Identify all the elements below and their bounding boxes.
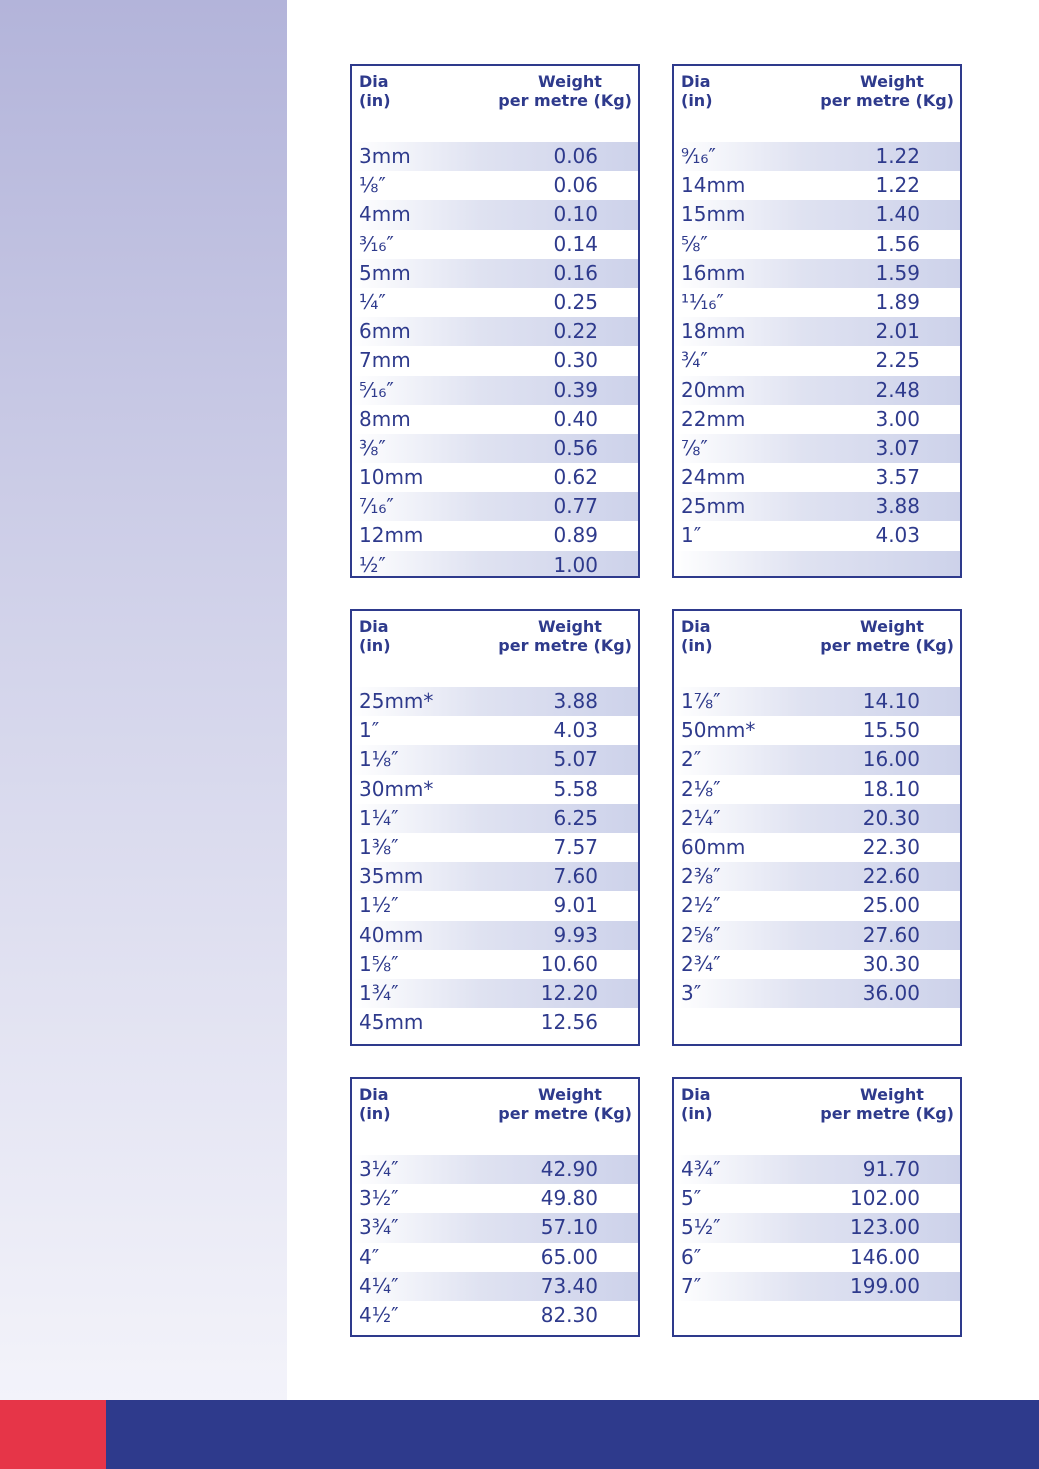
table-row [352, 921, 638, 950]
weight-cell: 0.77 [553, 494, 598, 519]
table-row [352, 259, 638, 288]
weight-cell: 1.40 [875, 202, 920, 227]
diameter-cell: 7mm [359, 348, 411, 373]
footer-blue-bar [106, 1400, 1039, 1469]
diameter-cell: 15mm [681, 202, 746, 227]
diameter-cell: 5mm [359, 260, 411, 285]
weight-cell: 9.93 [553, 922, 598, 947]
diameter-cell: 1″ [359, 718, 380, 743]
table-row [674, 687, 960, 716]
dia-column-header [681, 617, 761, 655]
diameter-cell: 2⅛″ [681, 776, 721, 801]
weight-cell: 22.30 [862, 834, 920, 859]
table-row [674, 463, 960, 492]
table-header [352, 1079, 638, 1155]
table-row [352, 687, 638, 716]
diameter-cell: 3mm [359, 144, 411, 168]
table-row [674, 200, 960, 229]
diameter-cell: 25mm [681, 494, 746, 519]
table-row [352, 862, 638, 891]
table-row [674, 1184, 960, 1213]
weight-cell: 0.39 [553, 377, 598, 402]
diameter-cell: 2½″ [681, 893, 721, 918]
weight-cell: 10.60 [540, 951, 598, 976]
weight-cell: 3.88 [553, 689, 598, 713]
diameter-cell: 4¼″ [359, 1273, 399, 1298]
diameter-cell: ⅝″ [681, 231, 708, 256]
diameter-cell: 25mm* [359, 689, 434, 713]
weight-cell: 18.10 [862, 776, 920, 801]
dia-unit-label: (in) [681, 1104, 713, 1123]
weight-column-header [794, 1085, 954, 1123]
weight-cell: 4.03 [553, 718, 598, 743]
table-row [352, 171, 638, 200]
weight-cell: 82.30 [540, 1302, 598, 1327]
weight-cell: 1.89 [875, 289, 920, 314]
weight-table-1 [350, 64, 640, 578]
weight-label: Weight [538, 617, 602, 636]
dia-label: Dia [681, 617, 711, 636]
weight-cell: 0.56 [553, 435, 598, 460]
diameter-cell: ¼″ [359, 289, 386, 314]
table-row [674, 492, 960, 521]
diameter-cell: 50mm* [681, 718, 756, 743]
table-row [674, 317, 960, 346]
weight-cell: 1.56 [875, 231, 920, 256]
weight-cell: 1.22 [875, 173, 920, 198]
weight-cell: 0.62 [553, 465, 598, 490]
weight-label: Weight [860, 1085, 924, 1104]
diameter-cell: 20mm [681, 377, 746, 402]
weight-cell: 12.56 [540, 1010, 598, 1035]
table-row [352, 1301, 638, 1330]
dia-column-header [359, 1085, 439, 1123]
weight-cell: 91.70 [862, 1157, 920, 1181]
weight-cell: 4.03 [875, 523, 920, 548]
weight-table-5 [350, 1077, 640, 1337]
diameter-cell: 5½″ [681, 1215, 721, 1240]
diameter-cell: ⅞″ [681, 435, 708, 460]
table-row [674, 376, 960, 405]
weight-unit-label: per metre (Kg) [498, 636, 632, 655]
table-row [674, 1213, 960, 1242]
weight-column-header [472, 617, 632, 655]
table-row [352, 1155, 638, 1184]
table-row [352, 288, 638, 317]
weight-cell: 0.30 [553, 348, 598, 373]
diameter-cell: 2⅝″ [681, 922, 721, 947]
weight-cell: 1.00 [553, 552, 598, 577]
diameter-cell: 6″ [681, 1244, 702, 1269]
diameter-cell: 8mm [359, 406, 411, 431]
table-row [352, 492, 638, 521]
table-row [352, 950, 638, 979]
weight-cell: 2.25 [875, 348, 920, 373]
table-row [352, 979, 638, 1008]
sidebar-gradient-panel [0, 0, 287, 1400]
table-row [352, 521, 638, 550]
weight-label: Weight [538, 1085, 602, 1104]
weight-cell: 36.00 [862, 980, 920, 1005]
diameter-cell: 3¾″ [359, 1215, 399, 1240]
diameter-cell: ¾″ [681, 348, 708, 373]
diameter-cell: 14mm [681, 173, 746, 198]
diameter-cell: 4½″ [359, 1302, 399, 1327]
table-row [674, 979, 960, 1008]
table-row [674, 171, 960, 200]
table-row [674, 716, 960, 745]
dia-unit-label: (in) [681, 636, 713, 655]
dia-column-header [681, 72, 761, 110]
weight-unit-label: per metre (Kg) [498, 1104, 632, 1123]
weight-cell: 1.22 [875, 144, 920, 168]
table-row [352, 434, 638, 463]
diameter-cell: ⁹⁄₁₆″ [681, 144, 716, 168]
diameter-cell: 2¼″ [681, 805, 721, 830]
diameter-cell: 1⅞″ [681, 689, 721, 713]
weight-cell: 102.00 [850, 1186, 920, 1211]
table-row [674, 921, 960, 950]
diameter-cell: 2⅜″ [681, 864, 721, 889]
table-row [674, 346, 960, 375]
table-header [352, 66, 638, 142]
diameter-cell: 6mm [359, 319, 411, 344]
diameter-cell: 1¼″ [359, 805, 399, 830]
table-row [352, 833, 638, 862]
weight-cell: 2.48 [875, 377, 920, 402]
table-row [674, 862, 960, 891]
weight-unit-label: per metre (Kg) [820, 91, 954, 110]
weight-column-header [472, 1085, 632, 1123]
weight-cell: 0.16 [553, 260, 598, 285]
diameter-cell: ³⁄₁₆″ [359, 231, 394, 256]
diameter-cell: ⅛″ [359, 173, 386, 198]
table-row [674, 1301, 960, 1330]
weight-cell: 0.22 [553, 319, 598, 344]
weight-unit-label: per metre (Kg) [820, 636, 954, 655]
diameter-cell: 10mm [359, 465, 424, 490]
dia-label: Dia [681, 1085, 711, 1104]
weight-cell: 7.60 [553, 864, 598, 889]
table-row [352, 1184, 638, 1213]
weight-cell: 1.59 [875, 260, 920, 285]
weight-unit-label: per metre (Kg) [498, 91, 632, 110]
weight-cell: 42.90 [540, 1157, 598, 1181]
table-row [674, 521, 960, 550]
diameter-cell: 1½″ [359, 893, 399, 918]
diameter-cell: 1¾″ [359, 980, 399, 1005]
weight-cell: 146.00 [850, 1244, 920, 1269]
table-row [352, 200, 638, 229]
weight-cell: 0.06 [553, 144, 598, 168]
table-row [674, 804, 960, 833]
dia-unit-label: (in) [359, 91, 391, 110]
table-row [352, 1008, 638, 1037]
diameter-cell: 2″ [681, 747, 702, 772]
table-row [674, 1243, 960, 1272]
diameter-cell: 18mm [681, 319, 746, 344]
table-row [674, 891, 960, 920]
weight-unit-label: per metre (Kg) [820, 1104, 954, 1123]
weight-cell: 30.30 [862, 951, 920, 976]
diameter-cell: ⁷⁄₁₆″ [359, 494, 394, 519]
table-row [352, 891, 638, 920]
weight-table-4 [672, 609, 962, 1046]
diameter-cell: 1⅝″ [359, 951, 399, 976]
weight-cell: 9.01 [553, 893, 598, 918]
diameter-cell: ⁵⁄₁₆″ [359, 377, 394, 402]
diameter-cell: 1″ [681, 523, 702, 548]
table-header [352, 611, 638, 687]
weight-table-2 [672, 64, 962, 578]
weight-column-header [794, 617, 954, 655]
table-row [352, 230, 638, 259]
diameter-cell: 40mm [359, 922, 424, 947]
diameter-cell: 60mm [681, 834, 746, 859]
weight-cell: 12.20 [540, 980, 598, 1005]
weight-cell: 14.10 [862, 689, 920, 713]
weight-cell: 3.88 [875, 494, 920, 519]
weight-cell: 73.40 [540, 1273, 598, 1298]
diameter-cell: 12mm [359, 523, 424, 548]
diameter-cell: 3″ [681, 980, 702, 1005]
diameter-cell: 45mm [359, 1010, 424, 1035]
table-row [352, 551, 638, 578]
table-row [352, 405, 638, 434]
dia-label: Dia [359, 617, 389, 636]
diameter-cell: 4¾″ [681, 1157, 721, 1181]
weight-cell: 16.00 [862, 747, 920, 772]
weight-cell: 57.10 [540, 1215, 598, 1240]
weight-column-header [472, 72, 632, 110]
diameter-cell: 24mm [681, 465, 746, 490]
weight-cell: 3.00 [875, 406, 920, 431]
diameter-cell: ⅜″ [359, 435, 386, 460]
table-row [352, 745, 638, 774]
table-row [674, 142, 960, 171]
weight-label: Weight [860, 617, 924, 636]
weight-table-3 [350, 609, 640, 1046]
dia-column-header [681, 1085, 761, 1123]
dia-label: Dia [681, 72, 711, 91]
dia-label: Dia [359, 72, 389, 91]
weight-cell: 123.00 [850, 1215, 920, 1240]
weight-cell: 2.01 [875, 319, 920, 344]
table-row [674, 230, 960, 259]
table-row [674, 551, 960, 578]
table-row [674, 259, 960, 288]
weight-cell: 3.07 [875, 435, 920, 460]
table-row [674, 833, 960, 862]
table-header [674, 1079, 960, 1155]
dia-column-header [359, 617, 439, 655]
weight-cell: 5.07 [553, 747, 598, 772]
table-row [352, 463, 638, 492]
diameter-cell: 1⅛″ [359, 747, 399, 772]
table-row [352, 775, 638, 804]
weight-cell: 5.58 [553, 776, 598, 801]
dia-unit-label: (in) [359, 636, 391, 655]
table-row [352, 1213, 638, 1242]
weight-cell: 3.57 [875, 465, 920, 490]
weight-cell: 0.14 [553, 231, 598, 256]
footer-red-block [0, 1400, 106, 1469]
table-row [352, 346, 638, 375]
diameter-cell: 5″ [681, 1186, 702, 1211]
weight-cell: 22.60 [862, 864, 920, 889]
diameter-cell: 3¼″ [359, 1157, 399, 1181]
weight-column-header [794, 72, 954, 110]
weight-label: Weight [538, 72, 602, 91]
diameter-cell: 35mm [359, 864, 424, 889]
table-row [352, 1243, 638, 1272]
table-row [674, 1155, 960, 1184]
table-row [674, 775, 960, 804]
weight-cell: 65.00 [540, 1244, 598, 1269]
weight-cell: 20.30 [862, 805, 920, 830]
dia-label: Dia [359, 1085, 389, 1104]
weight-cell: 199.00 [850, 1273, 920, 1298]
diameter-cell: ¹¹⁄₁₆″ [681, 289, 724, 314]
weight-cell: 0.40 [553, 406, 598, 431]
table-row [352, 376, 638, 405]
table-row [352, 716, 638, 745]
diameter-cell: 22mm [681, 406, 746, 431]
weight-cell: 0.10 [553, 202, 598, 227]
table-row [674, 288, 960, 317]
table-row [674, 434, 960, 463]
diameter-cell: 16mm [681, 260, 746, 285]
diameter-cell: 4″ [359, 1244, 380, 1269]
diameter-cell: 3½″ [359, 1186, 399, 1211]
weight-cell: 0.89 [553, 523, 598, 548]
table-row [674, 405, 960, 434]
dia-column-header [359, 72, 439, 110]
table-row [352, 804, 638, 833]
diameter-cell: 30mm* [359, 776, 434, 801]
table-row [674, 950, 960, 979]
table-row [352, 142, 638, 171]
table-row [674, 1272, 960, 1301]
weight-cell: 25.00 [862, 893, 920, 918]
weight-cell: 0.25 [553, 289, 598, 314]
weight-label: Weight [860, 72, 924, 91]
diameter-cell: 1⅜″ [359, 834, 399, 859]
weight-cell: 15.50 [862, 718, 920, 743]
dia-unit-label: (in) [681, 91, 713, 110]
diameter-cell: 2¾″ [681, 951, 721, 976]
weight-cell: 49.80 [540, 1186, 598, 1211]
table-row [352, 1272, 638, 1301]
weight-cell: 6.25 [553, 805, 598, 830]
diameter-cell: 7″ [681, 1273, 702, 1298]
table-row [674, 1008, 960, 1037]
dia-unit-label: (in) [359, 1104, 391, 1123]
weight-cell: 27.60 [862, 922, 920, 947]
table-header [674, 611, 960, 687]
weight-table-6 [672, 1077, 962, 1337]
diameter-cell: 4mm [359, 202, 411, 227]
table-row [674, 745, 960, 774]
diameter-cell: ½″ [359, 552, 386, 577]
table-row [352, 317, 638, 346]
table-header [674, 66, 960, 142]
weight-cell: 0.06 [553, 173, 598, 198]
weight-cell: 7.57 [553, 834, 598, 859]
